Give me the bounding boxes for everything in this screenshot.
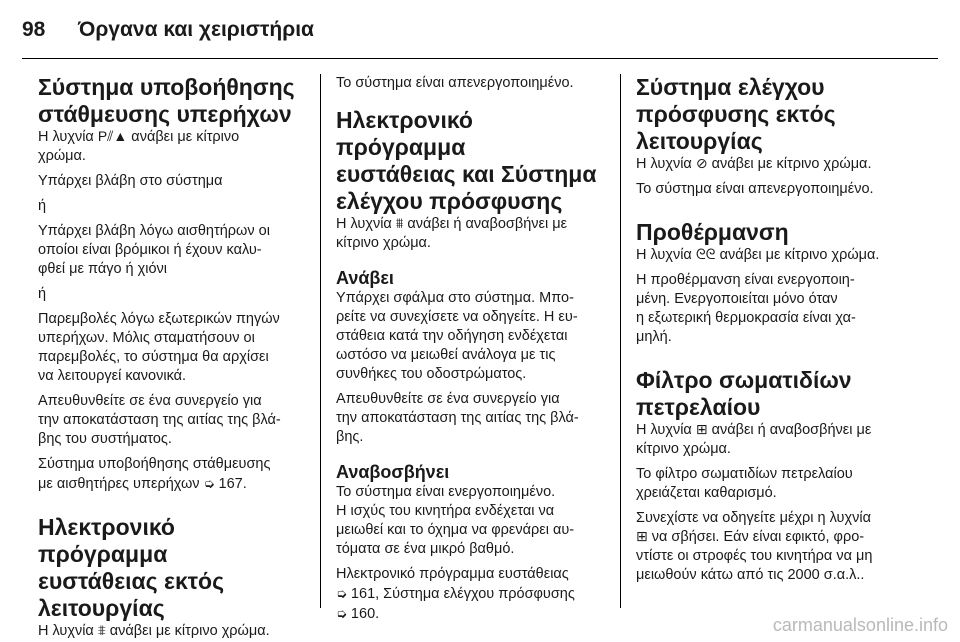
paragraph: Το σύστημα είναι ενεργοποιημένο. Η ισχύς του κινητήρα ενδέχεται να μειωθεί και το όχημα να φρενάρει αυ- τόματα σε ένα μικρό βαθμό. — [336, 484, 575, 557]
paragraph: Συνεχίστε να οδηγείτε μέχρι η λυχνία ⊞ να σβήσει. Εάν είναι εφικτό, φρο- ντίστε οι στροφές του κινητήρα να μη μειωθούν κάτω από τις 2000 σ.α.λ.. — [636, 510, 873, 583]
reference-arrow-icon: ➭ — [203, 476, 215, 491]
page-number: 98 — [22, 18, 46, 41]
section-title-parking-assist: Σύστημα υποβοήθησης στάθμευσης υπερήχων — [38, 74, 295, 127]
column-1 — [38, 74, 310, 641]
diesel-particle-filter-icon: ⊞ — [636, 528, 648, 544]
header-divider — [22, 58, 938, 59]
paragraph: ή — [38, 286, 47, 302]
paragraph: Το σύστημα είναι απενεργοποιημένο. — [336, 75, 574, 91]
diesel-particle-filter-icon: ⊞ — [695, 421, 708, 437]
subheading-flashing: Αναβοσβήνει — [336, 462, 450, 482]
subheading-on: Ανάβει — [336, 268, 394, 288]
paragraph-with-reference: Σύστημα υποβοήθησης στάθμευσης με αισθητήρες υπερήχων ➭ 167. — [38, 456, 271, 492]
section-title-dpf: Φίλτρο σωματιδίων πετρελαίου — [636, 367, 852, 420]
paragraph: Η προθέρμανση είναι ενεργοποιη- μένη. Ενεργοποιείται μόνο όταν η εξωτερική θερμοκρασία είναι χα- μηλή. — [636, 272, 856, 345]
traction-control-off-icon: ⊘ — [695, 155, 708, 171]
paragraph: ή — [38, 198, 47, 214]
parking-assist-icon: P⫽▲ — [97, 128, 128, 144]
page-header — [22, 18, 938, 58]
paragraph: Η λυχνία ᘓᘓ ανάβει με κίτρινο χρώμα. — [636, 246, 880, 263]
paragraph: Η λυχνία P⫽▲ ανάβει με κίτρινο χρώμα. — [38, 128, 240, 164]
column-divider-2 — [620, 74, 621, 608]
watermark: carmanualsonline.info — [772, 615, 948, 635]
esp-icon: ⩩ — [395, 215, 404, 231]
section-title-esp-off: Ηλεκτρονικό πρόγραμμα ευστάθειας εκτός λειτουργίας — [38, 514, 225, 621]
paragraph: Υπάρχει σφάλμα στο σύστημα. Μπο- ρείτε να συνεχίσετε να οδηγείτε. Η ευ- στάθεια κατά την οδήγηση ενδέχεται ωστόσο να μειωθεί ανάλογα με τις συνθήκες του οδοστρώματος. — [336, 290, 578, 382]
esp-off-icon: ⩨ — [97, 622, 106, 638]
column-3 — [636, 74, 908, 585]
preheat-icon: ᘓᘓ — [695, 246, 716, 262]
paragraph: Απευθυνθείτε σε ένα συνεργείο για την αποκατάσταση της αιτίας της βλά- βης του συστήματος. — [38, 393, 281, 447]
paragraph: Το φίλτρο σωματιδίων πετρελαίου χρειάζεται καθαρισμό. — [636, 466, 853, 501]
section-title-tc-off: Σύστημα ελέγχου πρόσφυσης εκτός λειτουργίας — [636, 74, 836, 154]
paragraph: Υπάρχει βλάβη στο σύστημα — [38, 173, 223, 189]
reference-arrow-icon: ➭ — [336, 606, 347, 621]
paragraph: Απευθυνθείτε σε ένα συνεργείο για την αποκατάσταση της αιτίας της βλά- βης. — [336, 391, 579, 445]
column-divider-1 — [320, 74, 321, 608]
paragraph: Παρεμβολές λόγω εξωτερικών πηγών υπερήχων. Μόλις σταματήσουν οι παρεμβολές, το σύστημα θα αρχίσει να λειτουργεί κανονικά. — [38, 311, 280, 384]
paragraph: Η λυχνία ⩨ ανάβει με κίτρινο χρώμα. — [38, 622, 270, 639]
paragraph: Το σύστημα είναι απενεργοποιημένο. — [636, 181, 874, 197]
paragraph: Υπάρχει βλάβη λόγω αισθητήρων οι οποίοι είναι βρόμικοι ή έχουν καλυ- φθεί με πάγο ή χιόνι — [38, 223, 270, 277]
page-title: Όργανα και χειριστήρια — [78, 18, 314, 41]
paragraph: Η λυχνία ⩩ ανάβει ή αναβοσβήνει με κίτρινο χρώμα. — [336, 215, 568, 251]
paragraph-with-reference: Ηλεκτρονικό πρόγραμμα ευστάθειας ➭ 161, Σύστημα ελέγχου πρόσφυσης ➭ 160. — [336, 566, 575, 622]
paragraph: Η λυχνία ⊘ ανάβει με κίτρινο χρώμα. — [636, 155, 872, 172]
section-title-preheat: Προθέρμανση — [636, 219, 789, 245]
section-title-esp-tc: Ηλεκτρονικό πρόγραμμα ευστάθειας και Σύστημα ελέγχου πρόσφυσης — [336, 107, 597, 214]
reference-arrow-icon: ➭ — [336, 586, 347, 601]
paragraph: Η λυχνία ⊞ ανάβει ή αναβοσβήνει με κίτρινο χρώμα. — [636, 421, 872, 457]
column-2 — [336, 74, 608, 624]
